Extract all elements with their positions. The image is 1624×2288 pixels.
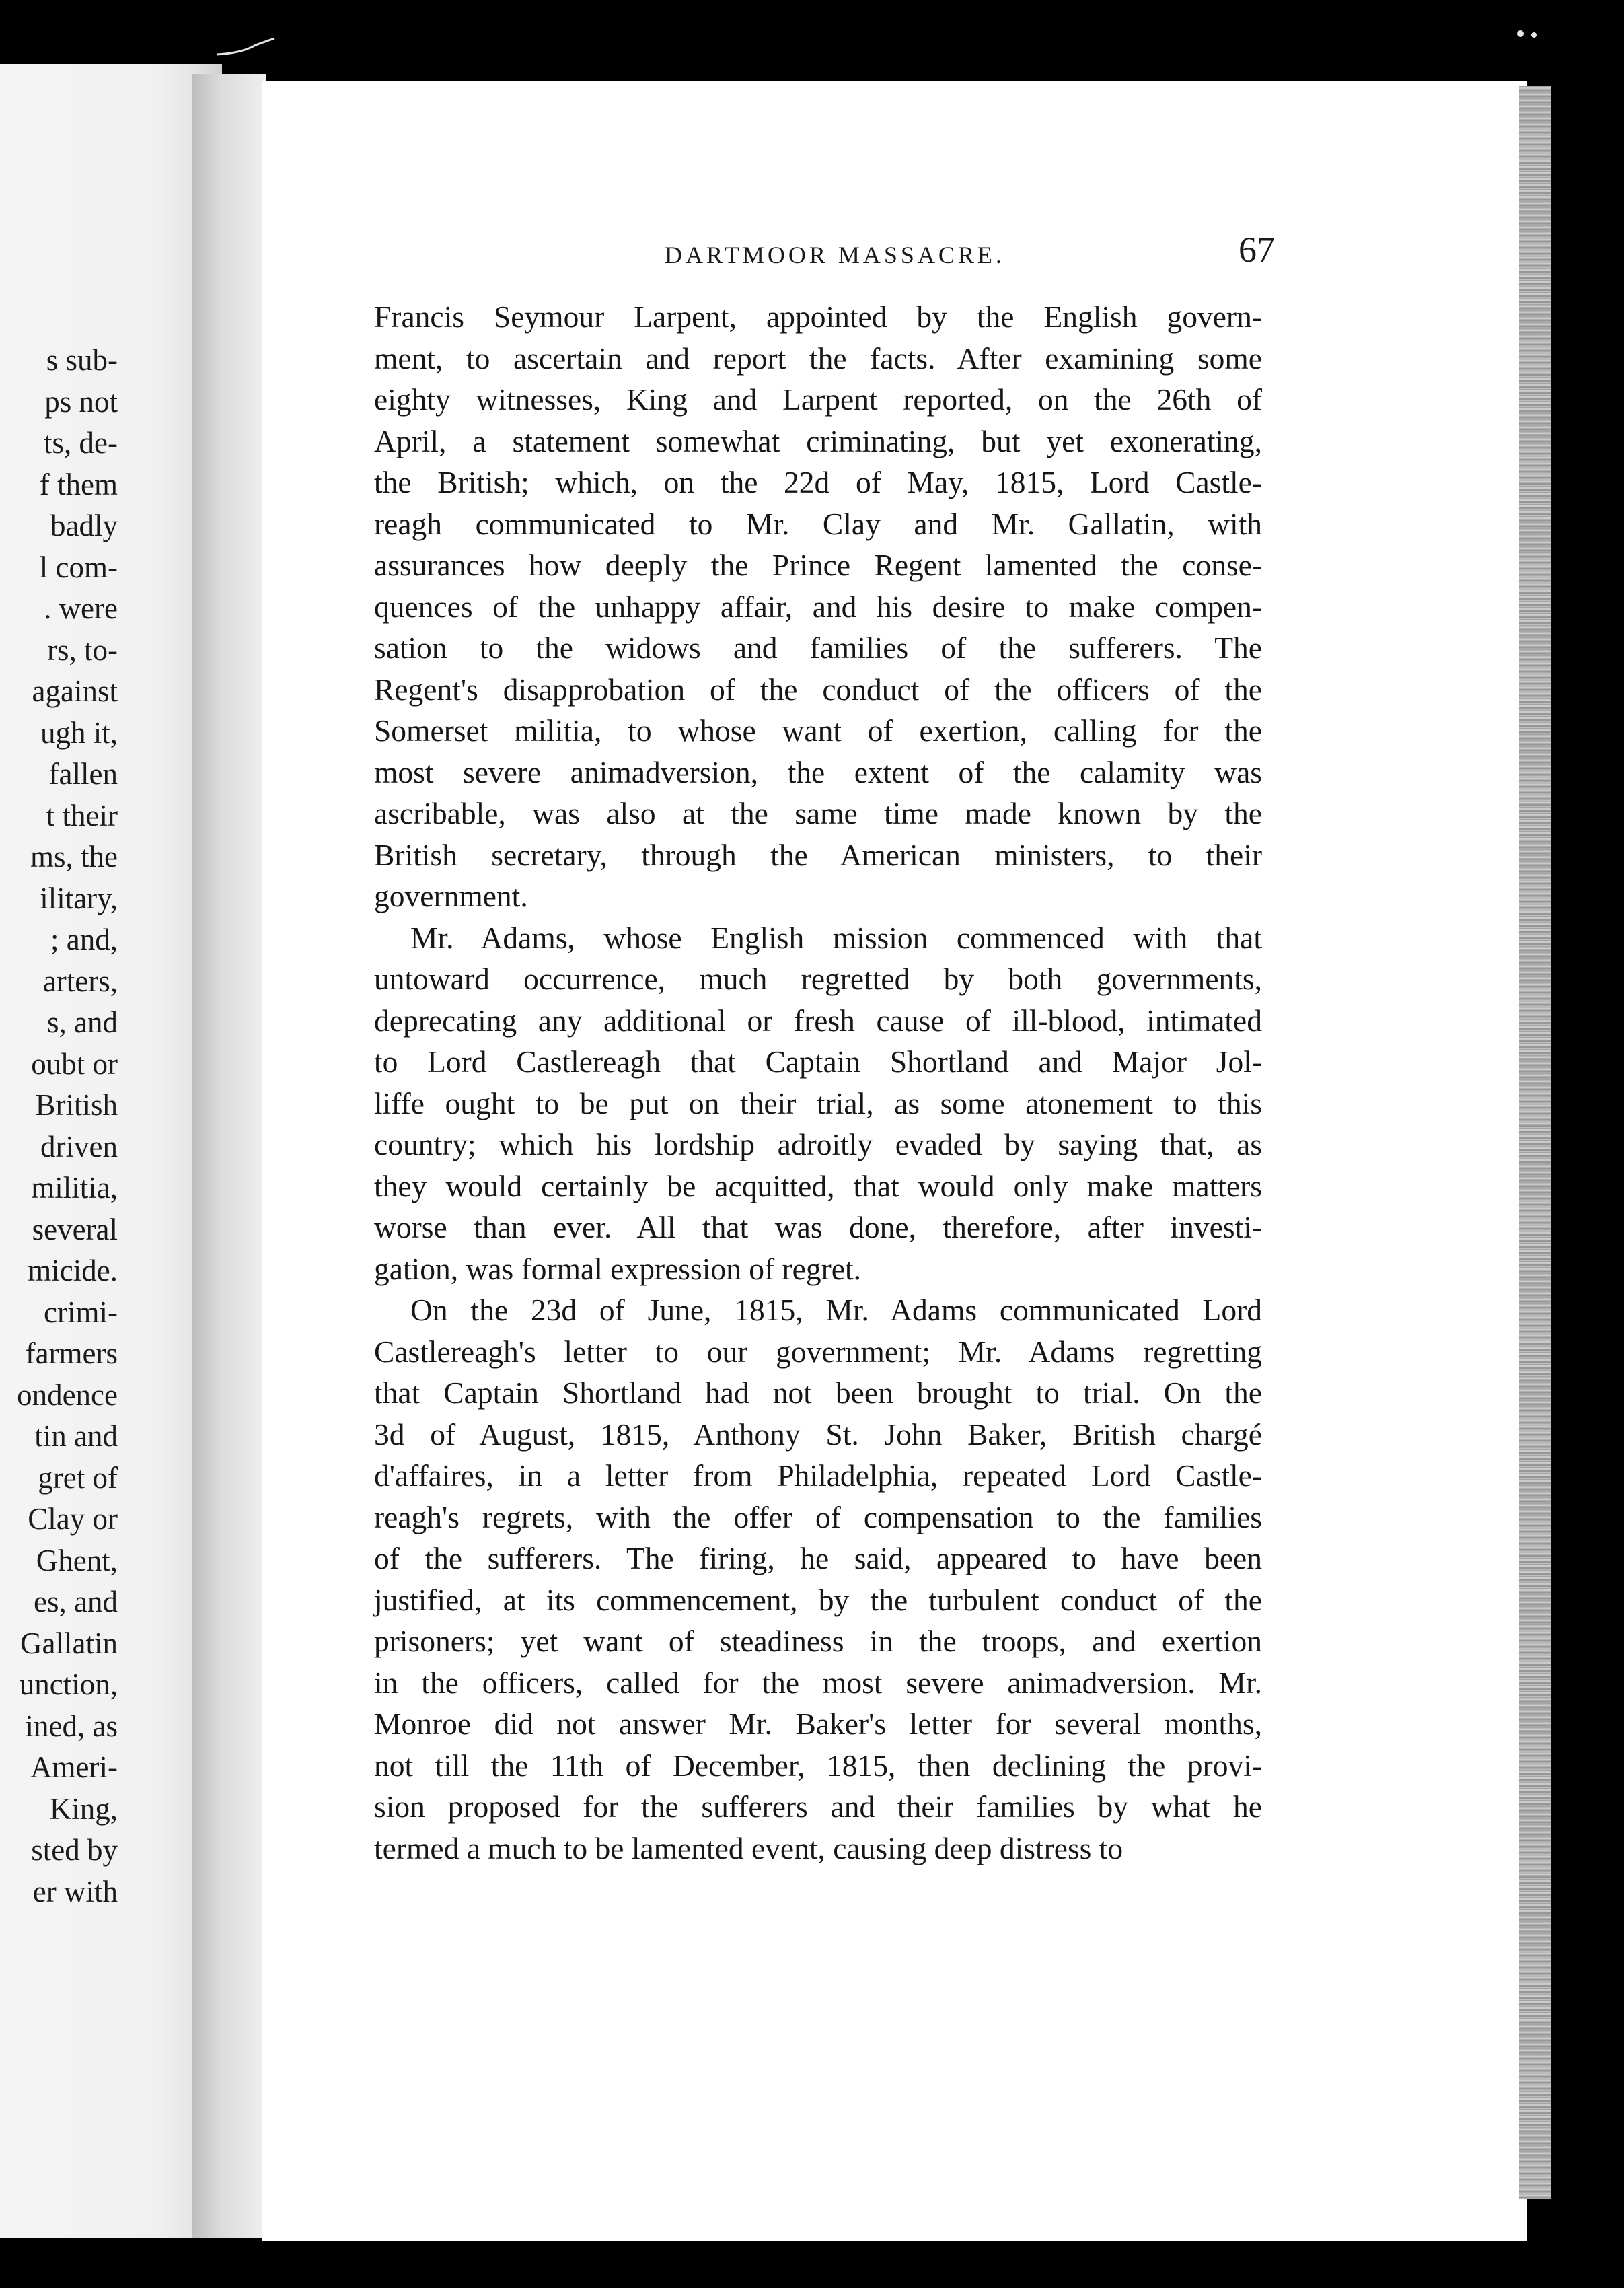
- left-page-line: ts, de-: [44, 426, 118, 460]
- paragraph: [374, 1289, 1262, 1869]
- left-page-line: rs, to-: [47, 633, 118, 667]
- left-page-line: . were: [44, 592, 118, 625]
- page-edge: [1519, 86, 1551, 2199]
- left-page-line: ugh it,: [40, 715, 118, 750]
- text-line: the British; which, on the 22d of May, 1815, Lord Castle-: [374, 465, 1262, 499]
- left-page-line: ; and,: [50, 923, 118, 956]
- paragraph: [374, 917, 1262, 1290]
- left-page-line: Gallatin: [20, 1626, 118, 1660]
- text-line: in the officers, called for the most severe animadversion. Mr.: [374, 1665, 1262, 1700]
- left-page-line: micide.: [28, 1254, 118, 1287]
- running-head: DARTMOOR MASSACRE.: [665, 242, 1005, 269]
- left-page-line: several: [32, 1212, 118, 1246]
- text-line: worse than ever. All that was done, therefore, after investi-: [374, 1210, 1262, 1244]
- left-page-line: crimi-: [44, 1295, 118, 1329]
- left-page-line: driven: [40, 1129, 118, 1164]
- left-page-line: ondence: [17, 1378, 118, 1412]
- text-line: gation, was formal expression of regret.: [374, 1251, 861, 1286]
- left-page-line: ilitary,: [40, 881, 118, 915]
- text-line: British secretary, through the American ministers, to their: [374, 837, 1262, 872]
- text-line: Regent's disapprobation of the conduct of the officers of the: [374, 672, 1262, 707]
- left-page-line: ms, the: [30, 840, 118, 873]
- text-line: justified, at its commencement, by the turbulent conduct of the: [374, 1582, 1262, 1617]
- text-line: assurances how deeply the Prince Regent lamented the conse-: [374, 548, 1262, 582]
- left-page-line: s, and: [47, 1005, 118, 1039]
- left-page-line: oubt or: [31, 1046, 118, 1081]
- text-line: reagh's regrets, with the offer of compensation to the families: [374, 1499, 1262, 1534]
- text-line: most severe animadversion, the extent of the calamity was: [374, 754, 1262, 789]
- text-line: liffe ought to be put on their trial, as some atonement to this: [374, 1085, 1262, 1120]
- text-line: April, a statement somewhat criminating, but yet exonerating,: [374, 423, 1262, 458]
- left-page-line: tin and: [34, 1419, 118, 1453]
- text-line: country; which his lordship adroitly evaded by saying that, as: [374, 1127, 1262, 1161]
- left-page-line: against: [32, 674, 118, 708]
- left-page-line: sted by: [31, 1833, 118, 1867]
- left-page-line: King,: [49, 1791, 118, 1826]
- left-page-line: ined, as: [25, 1709, 118, 1743]
- left-page-line: l com-: [39, 550, 118, 584]
- text-line: On the 23d of June, 1815, Mr. Adams communicated Lord: [410, 1293, 1262, 1327]
- left-page-text: [0, 340, 118, 1912]
- left-page-line: Ameri-: [30, 1750, 118, 1784]
- left-page: [0, 64, 222, 2238]
- left-page-line: British: [35, 1088, 118, 1122]
- left-page-line: arters,: [42, 964, 118, 998]
- text-line: prisoners; yet want of steadiness in the troops, and exertion: [374, 1624, 1262, 1658]
- text-line: d'affaires, in a letter from Philadelphia, repeated Lord Castle-: [374, 1458, 1262, 1493]
- left-page-line: militia,: [31, 1171, 118, 1205]
- text-line: ascribable, was also at the same time made known by the: [374, 796, 1262, 830]
- left-page-line: es, and: [34, 1585, 118, 1618]
- left-page-line: Ghent,: [36, 1543, 118, 1577]
- paragraph: [374, 296, 1262, 917]
- text-line: ment, to ascertain and report the facts. After examining some: [374, 341, 1262, 376]
- text-line: they would certainly be acquitted, that would only make matters: [374, 1168, 1262, 1203]
- book-gutter: [192, 74, 266, 2238]
- left-page-line: t their: [46, 798, 118, 832]
- text-line: deprecating any additional or fresh cause of ill-blood, intimated: [374, 1003, 1262, 1038]
- left-page-line: farmers: [25, 1336, 118, 1370]
- left-page-line: f them: [39, 467, 118, 501]
- text-line: not till the 11th of December, 1815, then declining the provi-: [374, 1748, 1262, 1783]
- body-text: [374, 296, 1262, 1869]
- left-page-line: s sub-: [46, 343, 118, 377]
- text-line: sation to the widows and families of the sufferers. The: [374, 631, 1262, 665]
- text-line: Monroe did not answer Mr. Baker's letter for several months,: [374, 1707, 1262, 1741]
- left-page-line: Clay or: [28, 1502, 118, 1536]
- left-page-line: ps not: [44, 384, 118, 419]
- text-line: 3d of August, 1815, Anthony St. John Baker, British chargé: [374, 1417, 1262, 1452]
- text-line: untoward occurrence, much regretted by both governments,: [374, 962, 1262, 996]
- pen-mark: [215, 37, 276, 57]
- text-line: that Captain Shortland had not been brought to trial. On the: [374, 1375, 1262, 1410]
- text-line: Castlereagh's letter to our government; Mr. Adams regretting: [374, 1334, 1262, 1369]
- text-line: Mr. Adams, whose English mission commenced with that: [410, 920, 1262, 955]
- text-line: sion proposed for the sufferers and their families by what he: [374, 1789, 1262, 1824]
- left-page-line: gret of: [38, 1460, 118, 1495]
- scan-mark: [1514, 27, 1541, 40]
- text-line: Somerset militia, to whose want of exertion, calling for the: [374, 713, 1262, 748]
- text-line: eighty witnesses, King and Larpent reported, on the 26th of: [374, 382, 1262, 417]
- left-page-line: badly: [50, 509, 118, 542]
- text-line: of the sufferers. The firing, he said, appeared to have been: [374, 1541, 1262, 1575]
- text-line: to Lord Castlereagh that Captain Shortland and Major Jol-: [374, 1044, 1262, 1079]
- left-page-line: fallen: [48, 757, 118, 791]
- text-line: termed a much to be lamented event, causing deep distress to: [374, 1830, 1123, 1865]
- text-line: quences of the unhappy affair, and his desire to make compen-: [374, 589, 1262, 624]
- page-number: 67: [1239, 229, 1275, 270]
- text-line: government.: [374, 879, 528, 913]
- left-page-line: unction,: [19, 1668, 118, 1701]
- text-line: reagh communicated to Mr. Clay and Mr. Gallatin, with: [374, 506, 1262, 541]
- left-page-line: er with: [32, 1874, 118, 1908]
- text-line: Francis Seymour Larpent, appointed by the English govern-: [374, 299, 1262, 334]
